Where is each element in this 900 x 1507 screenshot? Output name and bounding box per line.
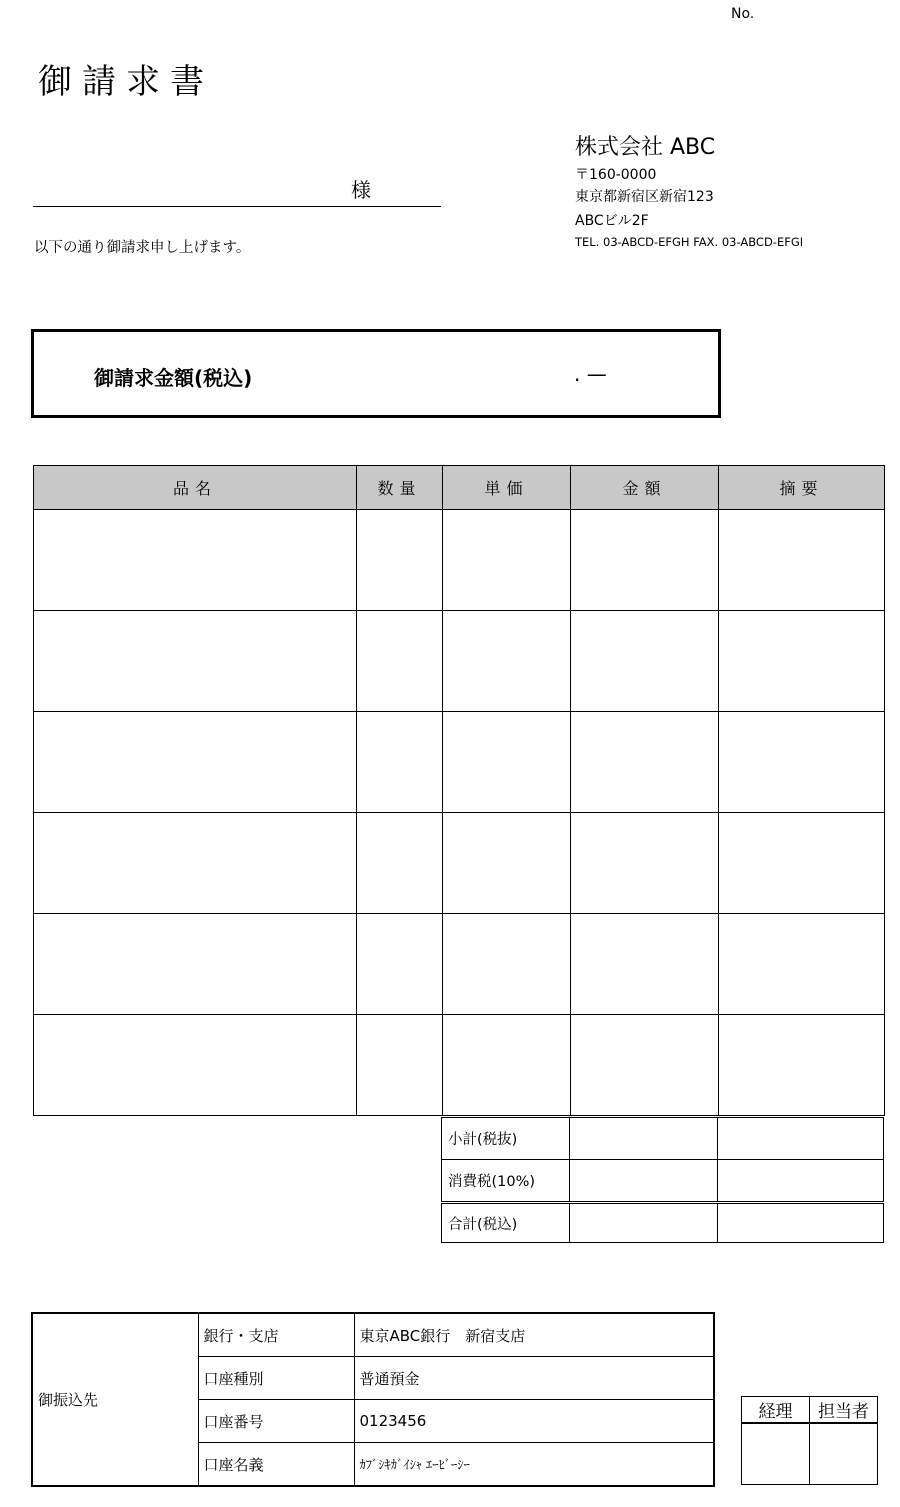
customer-name-field[interactable] <box>33 206 441 207</box>
item-name-cell[interactable] <box>34 914 357 1015</box>
quantity-cell[interactable] <box>357 712 443 813</box>
table-row <box>34 712 885 813</box>
invoice-number-label: No. <box>731 6 755 22</box>
account-number-label: 口座番号 <box>198 1400 354 1443</box>
quantity-cell[interactable] <box>357 914 443 1015</box>
items-table-header <box>34 466 885 510</box>
tax-remarks-cell[interactable] <box>718 1160 884 1203</box>
stamp-accounting-label: 経理 <box>742 1397 810 1424</box>
remarks-cell[interactable] <box>719 1015 885 1116</box>
account-number-value: 0123456 <box>354 1400 714 1443</box>
grand-total-label: 合計(税込) <box>442 1203 570 1243</box>
document-title: 御請求書 <box>38 62 214 102</box>
quantity-cell[interactable] <box>357 813 443 914</box>
quantity-cell[interactable] <box>357 1015 443 1116</box>
subtotal-amount-cell[interactable] <box>570 1118 718 1160</box>
bank-transfer-table <box>31 1312 715 1487</box>
item-name-cell[interactable] <box>34 813 357 914</box>
item-name-cell[interactable] <box>34 712 357 813</box>
amount-cell[interactable] <box>571 510 719 611</box>
header-quantity: 数量 <box>357 466 443 510</box>
remarks-cell[interactable] <box>719 510 885 611</box>
header-remarks: 摘要 <box>719 466 885 510</box>
amount-cell[interactable] <box>571 611 719 712</box>
account-type-label: 口座種別 <box>198 1357 354 1400</box>
grand-total-remarks-cell[interactable] <box>718 1203 884 1243</box>
unit-price-cell[interactable] <box>443 712 571 813</box>
account-type-value: 普通預金 <box>354 1357 714 1400</box>
total-amount-box <box>31 329 721 418</box>
unit-price-cell[interactable] <box>443 914 571 1015</box>
table-row <box>34 611 885 712</box>
item-name-cell[interactable] <box>34 1015 357 1116</box>
unit-price-cell[interactable] <box>443 510 571 611</box>
account-holder-value: ｶﾌﾞｼｷｶﾞｲｼｬ ｴｰﾋﾞｰｼｰ <box>354 1443 714 1487</box>
summary-table <box>441 1117 884 1243</box>
remarks-cell[interactable] <box>719 813 885 914</box>
amount-cell[interactable] <box>571 712 719 813</box>
total-amount-label: 御請求金額(税込) <box>94 366 253 390</box>
remarks-cell[interactable] <box>719 611 885 712</box>
issuer-address-line1: 東京都新宿区新宿123 <box>575 189 714 205</box>
table-row <box>34 813 885 914</box>
subtotal-label: 小計(税抜) <box>442 1118 570 1160</box>
account-holder-label: 口座名義 <box>198 1443 354 1487</box>
intro-text: 以下の通り御請求申し上げます。 <box>34 240 251 256</box>
remarks-cell[interactable] <box>719 712 885 813</box>
subtotal-row <box>442 1118 884 1160</box>
stamp-person-label: 担当者 <box>810 1397 878 1424</box>
table-row <box>34 914 885 1015</box>
bank-section-label: 御振込先 <box>32 1313 198 1486</box>
table-row <box>34 510 885 611</box>
tax-amount-cell[interactable] <box>570 1160 718 1203</box>
tax-row <box>442 1160 884 1203</box>
unit-price-cell[interactable] <box>443 611 571 712</box>
items-table <box>33 465 885 1116</box>
amount-cell[interactable] <box>571 914 719 1015</box>
quantity-cell[interactable] <box>357 510 443 611</box>
issuer-tel-fax: TEL. 03-ABCD-EFGH FAX. 03-ABCD-EFGI <box>575 235 804 249</box>
bank-branch-label: 銀行・支店 <box>198 1313 354 1357</box>
issuer-address-line2: ABCビル2F <box>575 213 649 229</box>
subtotal-remarks-cell[interactable] <box>718 1118 884 1160</box>
header-unit-price: 単価 <box>443 466 571 510</box>
approval-stamp-table <box>741 1396 878 1485</box>
issuer-company-name: 株式会社 ABC <box>575 135 716 160</box>
grand-total-amount-cell[interactable] <box>570 1203 718 1243</box>
issuer-postal-code: 〒160-0000 <box>575 167 657 183</box>
stamp-person-box[interactable] <box>810 1423 878 1485</box>
bank-row <box>32 1313 714 1357</box>
item-name-cell[interactable] <box>34 510 357 611</box>
item-name-cell[interactable] <box>34 611 357 712</box>
grand-total-row <box>442 1203 884 1243</box>
table-row <box>34 1015 885 1116</box>
quantity-cell[interactable] <box>357 611 443 712</box>
amount-cell[interactable] <box>571 813 719 914</box>
unit-price-cell[interactable] <box>443 1015 571 1116</box>
remarks-cell[interactable] <box>719 914 885 1015</box>
customer-honorific: 様 <box>351 178 371 202</box>
header-item-name: 品名 <box>34 466 357 510</box>
tax-label: 消費税(10%) <box>442 1160 570 1203</box>
amount-cell[interactable] <box>571 1015 719 1116</box>
bank-branch-value: 東京ABC銀行 新宿支店 <box>354 1313 714 1357</box>
total-amount-value[interactable]: . — <box>574 362 607 386</box>
header-amount: 金額 <box>571 466 719 510</box>
unit-price-cell[interactable] <box>443 813 571 914</box>
stamp-accounting-box[interactable] <box>742 1423 810 1485</box>
